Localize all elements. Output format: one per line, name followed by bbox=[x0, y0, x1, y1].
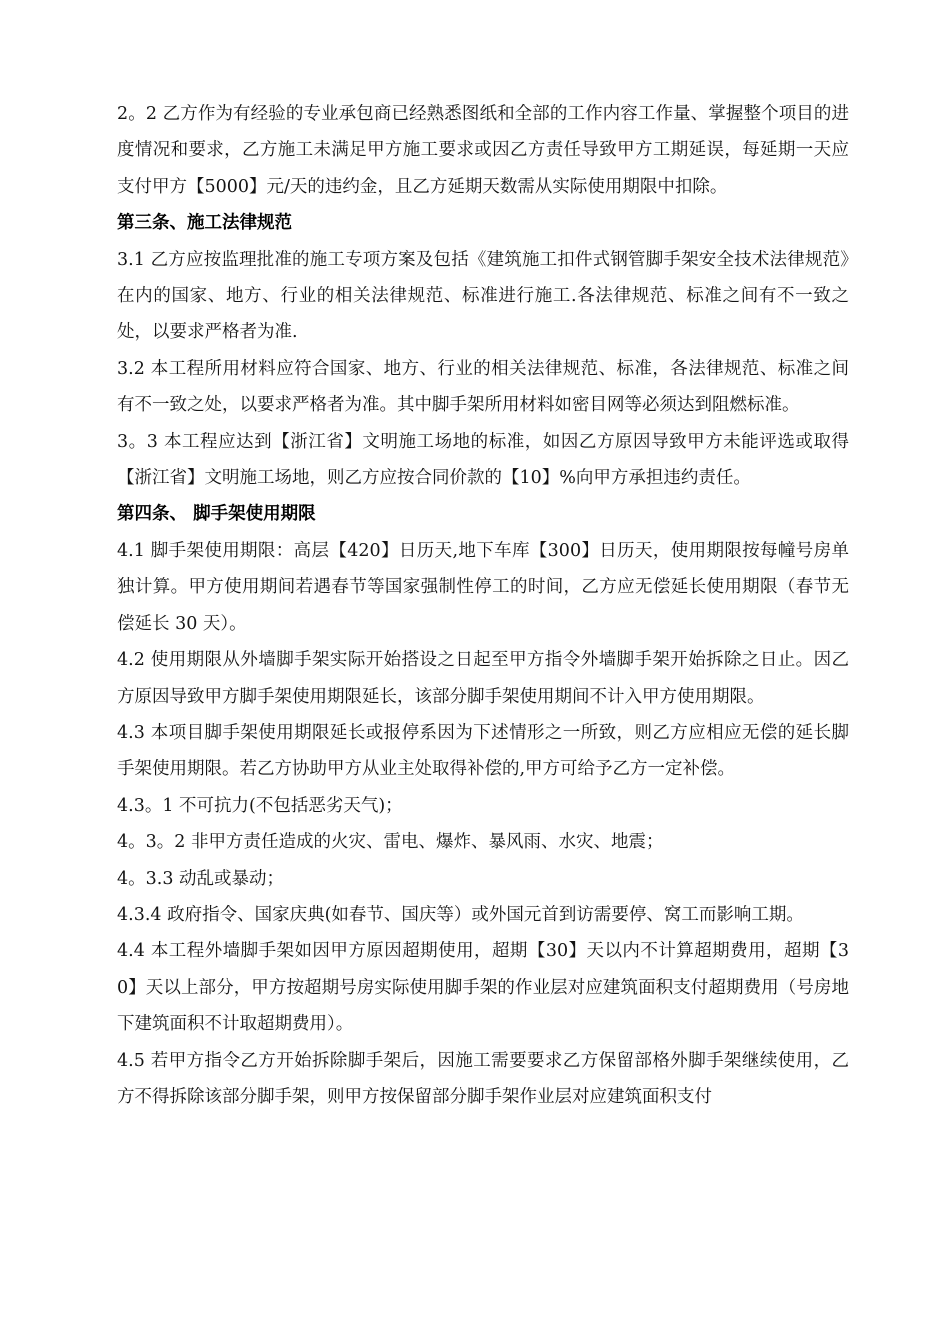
heading-article-3: 第三条、施工法律规范 bbox=[117, 213, 292, 234]
paragraph-4-3-1: 4.3。1 不可抗力(不包括恶劣天气)； bbox=[117, 795, 403, 816]
paragraph-4-3-4: 4.3.4 政府指令、国家庆典(如春节、国庆等）或外国元首到访需要停、窝工而影响工期。 bbox=[117, 904, 804, 925]
paragraph-4-3-2: 4。3。2 非甲方责任造成的火灾、雷电、爆炸、暴风雨、水灾、地震； bbox=[117, 832, 664, 853]
paragraph-4-1: 4.1 脚手架使用期限：高层【420】日历天,地下车库【300】日历天，使用期限按每幢号房单独计算。甲方使用期间若遇春节等国家强制性停工的时间，乙方应无偿延长使用期限（春节无偿延长 30 天）。 bbox=[117, 540, 849, 634]
paragraph-4-4: 4.4 本工程外墙脚手架如因甲方原因超期使用，超期【30】天以内不计算超期费用，超期【30】天以上部分，甲方按超期号房实际使用脚手架的作业层对应建筑面积支付超期费用（号房地下建筑面积不计取超期费用）。 bbox=[117, 941, 849, 1035]
paragraph-2-2: 2。2 乙方作为有经验的专业承包商已经熟悉图纸和全部的工作内容工作量、掌握整个项目的进度情况和要求，乙方施工未满足甲方施工要求或因乙方责任导致甲方工期延误，每延期一天应支付甲方【5000】元/天的违约金，且乙方延期天数需从实际使用期限中扣除。 bbox=[117, 104, 849, 197]
paragraph-3-1: 3.1 乙方应按监理批准的施工专项方案及包括《建筑施工扣件式钢管脚手架安全技术法律规范》在内的国家、地方、行业的相关法律规范、标准进行施工.各法律规范、标准之间有不一致之处，以要求严格者为准. bbox=[117, 249, 849, 343]
paragraph-4-2: 4.2 使用期限从外墙脚手架实际开始搭设之日起至甲方指令外墙脚手架开始拆除之日止。因乙方原因导致甲方脚手架使用期限延长，该部分脚手架使用期间不计入甲方使用期限。 bbox=[117, 650, 849, 707]
paragraph-4-5: 4.5 若甲方指令乙方开始拆除脚手架后，因施工需要要求乙方保留部格外脚手架继续使用，乙方不得拆除该部分脚手架，则甲方按保留部分脚手架作业层对应建筑面积支付 bbox=[117, 1050, 849, 1107]
paragraph-4-3-3: 4。3.3 动乱或暴动； bbox=[117, 868, 285, 889]
heading-article-4: 第四条、 脚手架使用期限 bbox=[117, 504, 316, 525]
document-body bbox=[117, 96, 849, 1115]
paragraph-4-3: 4.3 本项目脚手架使用期限延长或报停系因为下述情形之一所致，则乙方应相应无偿的延长脚手架使用期限。若乙方协助甲方从业主处取得补偿的,甲方可给予乙方一定补偿。 bbox=[117, 722, 849, 780]
paragraph-3-2: 3.2 本工程所用材料应符合国家、地方、行业的相关法律规范、标准，各法律规范、标准之间有不一致之处，以要求严格者为准。其中脚手架所用材料如密目网等必须达到阻燃标准。 bbox=[117, 358, 849, 416]
paragraph-3-3: 3。3 本工程应达到【浙江省】文明施工场地的标准，如因乙方原因导致甲方未能评选或取得【浙江省】文明施工场地，则乙方应按合同价款的【10】%向甲方承担违约责任。 bbox=[117, 431, 849, 489]
